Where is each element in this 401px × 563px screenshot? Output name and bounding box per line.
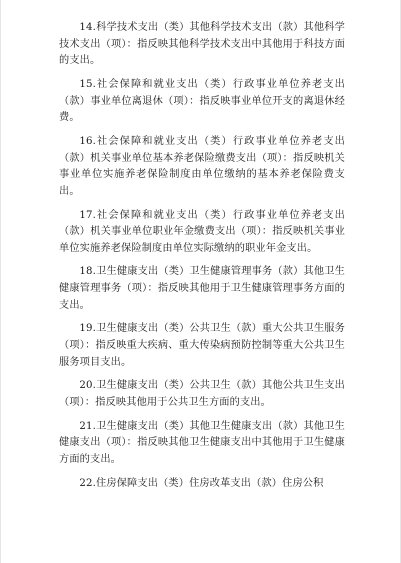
paragraph-16: 16.社会保障和就业支出（类）行政事业单位养老支出（款）机关事业单位基本养老保险缴费支出（项）：指反映机关事业单位实施养老保险制度由单位缴纳的基本养老保险费支出。 bbox=[59, 135, 345, 197]
paragraph-17: 17.社会保障和就业支出（类）行政事业单位养老支出（款）机关事业单位职业年金缴费支出（项）：指反映机关事业单位实施养老保险制度由单位实际缴纳的职业年金支出。 bbox=[59, 209, 345, 254]
paragraph-22: 22.住房保障支出（类）住房改革支出（款）住房公积 bbox=[79, 477, 324, 489]
paragraph-18: 18.卫生健康支出（类）卫生健康管理事务（款）其他卫生健康管理事务（项）：指反映其他用于卫生健康管理事务方面的支出。 bbox=[59, 266, 345, 311]
paragraph-19: 19.卫生健康支出（类）公共卫生（款）重大公共卫生服务（项）：指反映重大疾病、重大传染病预防控制等重大公共卫生服务项目支出。 bbox=[59, 323, 345, 368]
paragraph-14: 14.科学技术支出（类）其他科学技术支出（款）其他科学技术支出（项）：指反映其他科学技术支出中其他用于科技方面的支出。 bbox=[59, 22, 345, 67]
paragraph-15: 15.社会保障和就业支出（类）行政事业单位养老支出（款）事业单位离退休（项）：指反映事业单位开支的离退休经费。 bbox=[59, 78, 345, 124]
paragraph-21: 21.卫生健康支出（类）其他卫生健康支出（款）其他卫生健康支出（项）：指反映其他卫生健康支出中其他用于卫生健康方面的支出。 bbox=[59, 420, 345, 465]
paragraph-20: 20.卫生健康支出（类）公共卫生（款）其他公共卫生支出（项）：指反映其他用于公共卫生方面的支出。 bbox=[59, 380, 345, 408]
document-body bbox=[59, 20, 345, 492]
